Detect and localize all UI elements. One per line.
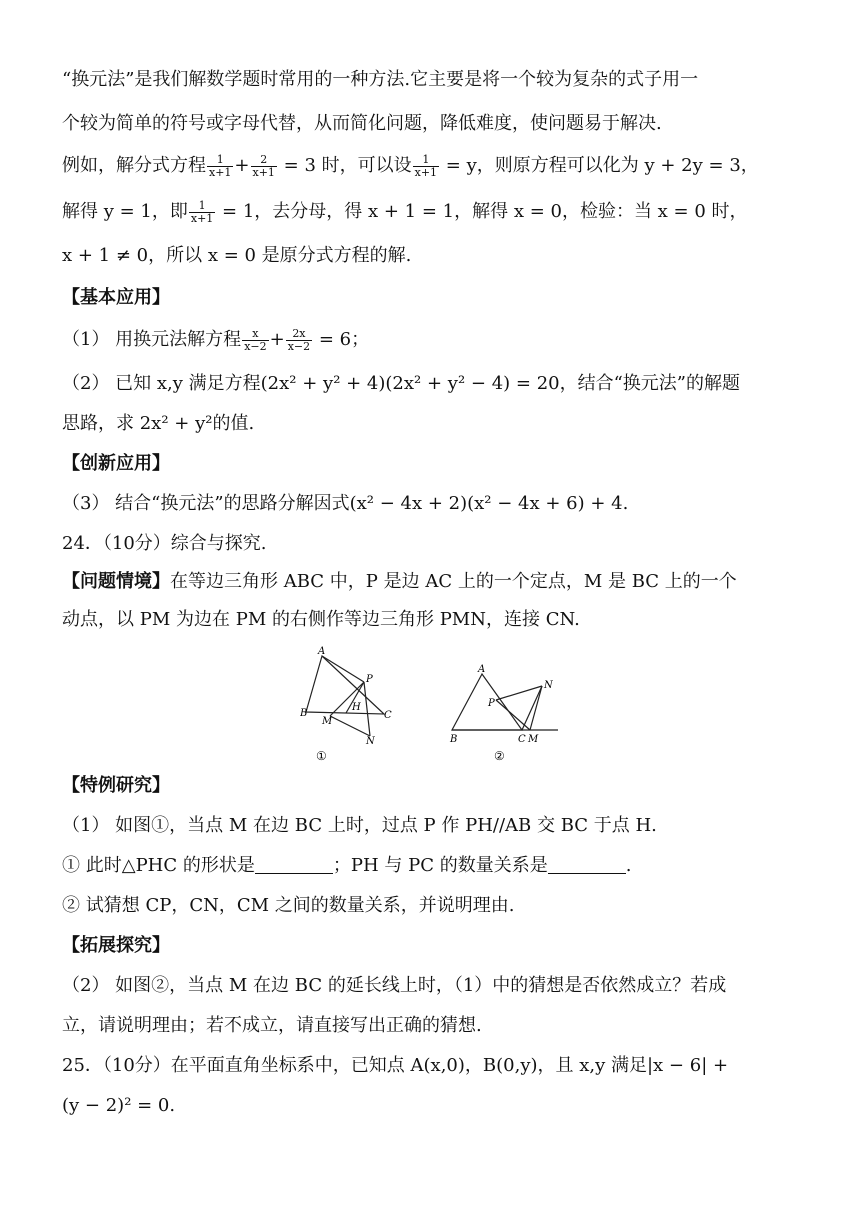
special-q1-part1: ① 此时△PHC 的形状是 ；PH 与 PC 的数量关系是 . bbox=[62, 855, 632, 876]
situation-heading: 【问题情境】 bbox=[62, 571, 170, 592]
special-q1: （1） 如图①，当点 M 在边 BC 上时，过点 P 作 PH//AB 交 BC 于点 H. bbox=[62, 815, 657, 836]
fig1-label-H: H bbox=[352, 702, 361, 713]
figure-2-caption: ② bbox=[494, 749, 505, 763]
problem-25-line-1: 25．（10分）在平面直角坐标系中，已知点 A(x,0)，B(0,y)，且 x,y 满足|x − 6| + bbox=[62, 1055, 729, 1076]
figure-1-caption: ① bbox=[316, 749, 327, 763]
fig1-label-A: A bbox=[318, 646, 326, 657]
intro-line-4: 解得 y = 1，即 $\frac{1}{x+1}$ = 1，去分母，得 x + 1 = 1，解得 x = 0，检验：当 x = 0 时， bbox=[62, 198, 748, 225]
extension-heading: 【拓展探究】 bbox=[62, 935, 170, 956]
problem-24-title: 24．（10分）综合与探究. bbox=[62, 533, 267, 554]
fig1-label-C: C bbox=[384, 710, 392, 721]
special-q1-part2: ② 试猜想 CP，CN，CM 之间的数量关系，并说明理由. bbox=[62, 895, 515, 916]
situation-line-1: 【问题情境】在等边三角形 ABC 中，P 是边 AC 上的一个定点，M 是 BC 上的一个 bbox=[62, 571, 737, 592]
fig2-label-M: M bbox=[528, 734, 539, 745]
fraction-1-over-x-plus-1: $\frac{1}{x+1}$ bbox=[209, 152, 232, 179]
intro-line-1: “换元法”是我们解数学题时常用的一种方法.它主要是将一个较为复杂的式子用一 bbox=[62, 69, 699, 90]
answer-blank-relation[interactable] bbox=[548, 855, 626, 874]
basic-q1: （1） 用换元法解方程 $\frac{x}{x-2}$ + $\frac{2x}{x-2}$ = 6； bbox=[62, 326, 370, 353]
problem-25-line-2: (y − 2)² = 0. bbox=[62, 1095, 176, 1116]
basic-heading: 【基本应用】 bbox=[62, 287, 170, 308]
intro-line-5: x + 1 ≠ 0，所以 x = 0 是原分式方程的解. bbox=[62, 245, 412, 266]
figure-1-diagram bbox=[300, 644, 410, 764]
figure-2-diagram bbox=[446, 656, 566, 766]
intro-line-2: 个较为简单的符号或字母代替，从而简化问题，降低难度，使问题易于解决. bbox=[62, 113, 662, 134]
fig1-label-M: M bbox=[322, 716, 333, 727]
fraction-2-over-x-plus-1: $\frac{2}{x+1}$ bbox=[252, 152, 275, 179]
fig2-label-N: N bbox=[544, 680, 553, 691]
fig1-label-N: N bbox=[366, 736, 375, 747]
extension-q2-line-1: （2） 如图②，当点 M 在边 BC 的延长线上时，（1）中的猜想是否依然成立？若成 bbox=[62, 975, 727, 996]
basic-q2-line-1: （2） 已知 x,y 满足方程(2x² + y² + 4)(2x² + y² − 4) = 20，结合“换元法”的解题 bbox=[62, 373, 740, 394]
innovation-heading: 【创新应用】 bbox=[62, 453, 170, 474]
intro-line-3: 例如，解分式方程 $\frac{1}{x+1}$ + $\frac{2}{x+1}$ = 3 时，可以设 $\frac{1}{x+1}$ = y，则原方程可以化为 y + 2y = 3， bbox=[62, 152, 759, 179]
answer-blank-shape[interactable] bbox=[255, 855, 333, 874]
situation-line-2: 动点，以 PM 为边在 PM 的右侧作等边三角形 PMN，连接 CN. bbox=[62, 609, 580, 630]
fraction-substitution: $\frac{1}{x+1}$ bbox=[414, 152, 438, 179]
extension-q2-line-2: 立，请说明理由；若不成立，请直接写出正确的猜想. bbox=[62, 1015, 482, 1036]
fraction-x-over-x-minus-2: $\frac{x}{x-2}$ bbox=[244, 326, 267, 353]
fig1-label-B: B bbox=[300, 708, 308, 719]
fraction-2x-over-x-minus-2: $\frac{2x}{x-2}$ bbox=[287, 326, 311, 353]
fig2-label-C: C bbox=[518, 734, 526, 745]
fig2-label-P: P bbox=[488, 698, 495, 709]
fig1-label-P: P bbox=[366, 674, 373, 685]
fig2-label-B: B bbox=[450, 734, 458, 745]
innovation-q3: （3） 结合“换元法”的思路分解因式(x² − 4x + 2)(x² − 4x + 6) + 4. bbox=[62, 493, 629, 514]
fig2-label-A: A bbox=[478, 664, 486, 675]
basic-q2-line-2: 思路，求 2x² + y²的值. bbox=[62, 413, 255, 434]
special-heading: 【特例研究】 bbox=[62, 775, 170, 796]
fraction-solution: $\frac{1}{x+1}$ bbox=[190, 198, 214, 225]
